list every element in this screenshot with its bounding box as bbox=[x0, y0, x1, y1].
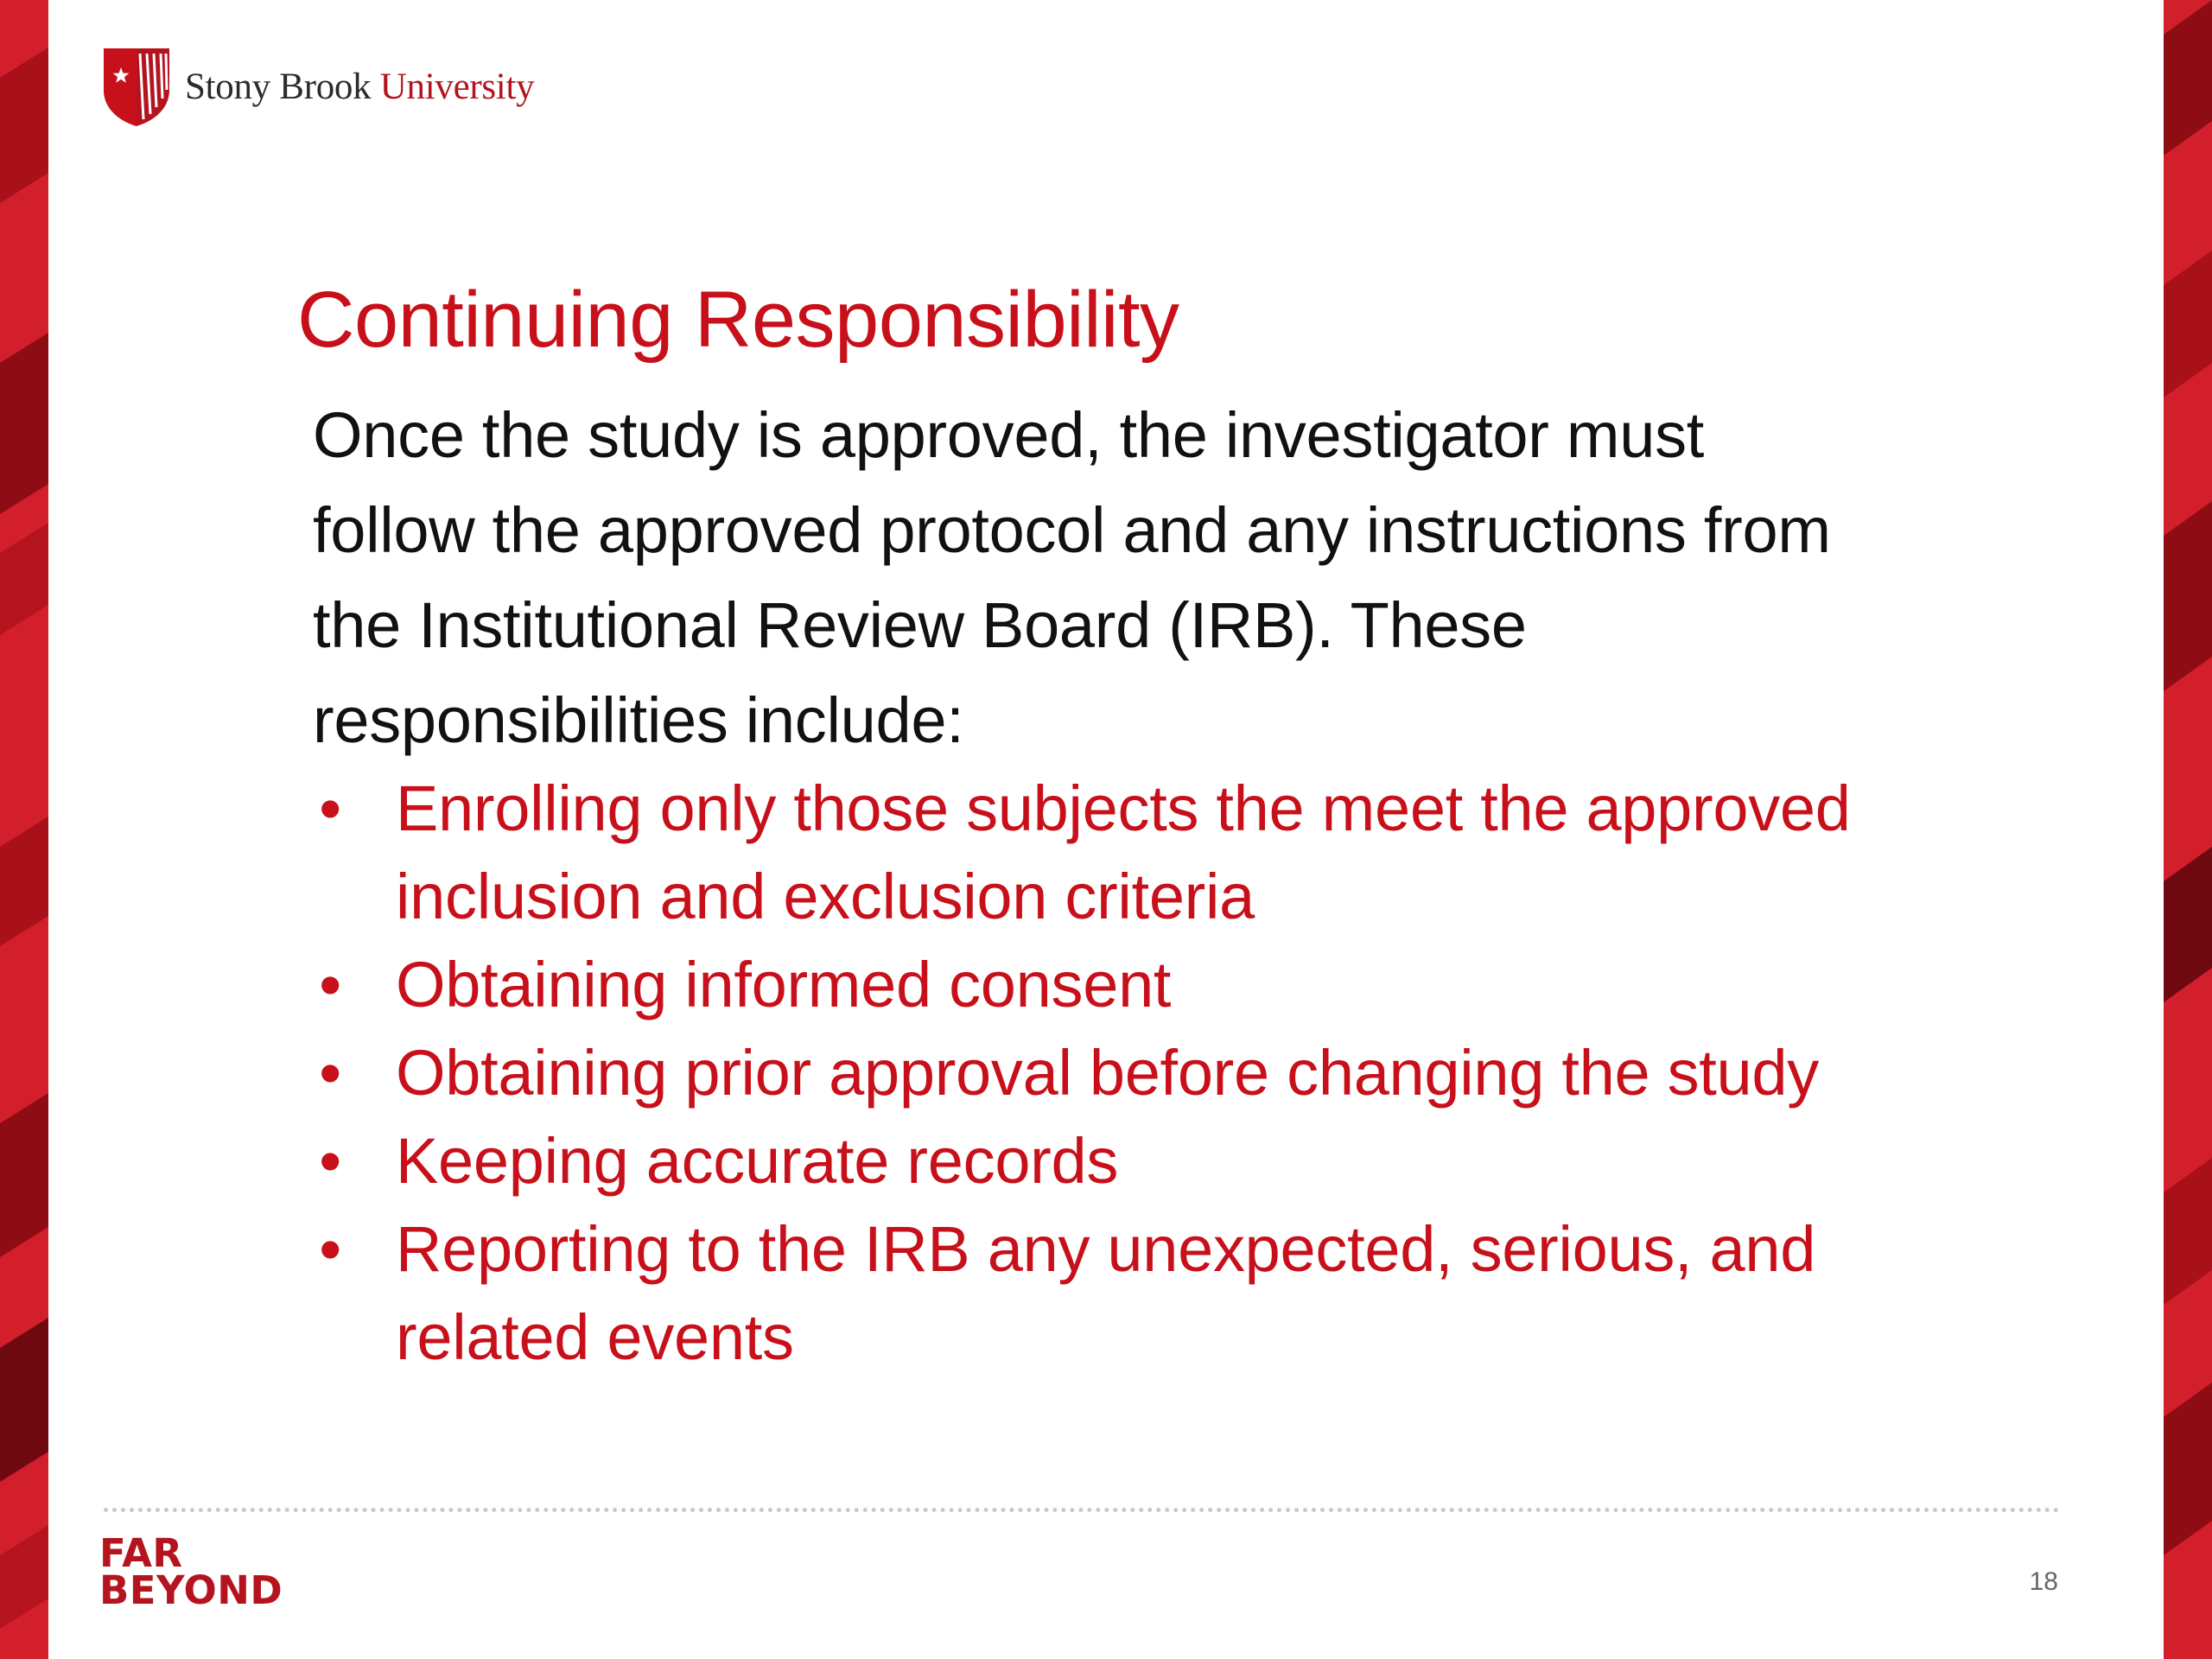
list-item-text: Obtaining prior approval before changing the study bbox=[396, 1037, 1819, 1109]
page-number: 18 bbox=[2029, 1567, 2058, 1596]
list-item bbox=[313, 1205, 1911, 1382]
left-band-stripes bbox=[0, 0, 48, 1659]
list-item bbox=[313, 1117, 1911, 1205]
list-item-text: Enrolling only those subjects the meet the approved inclusion and exclusion criteria bbox=[396, 772, 1851, 932]
slide-title: Continuing Responsibility bbox=[297, 276, 1179, 364]
tagline-line-2: BEYOND bbox=[99, 1567, 283, 1613]
list-item-text: Keeping accurate records bbox=[396, 1125, 1119, 1197]
wordmark-suffix: University bbox=[379, 66, 535, 107]
right-band-stripes bbox=[2164, 0, 2212, 1659]
list-item bbox=[313, 1029, 1911, 1117]
footer-divider bbox=[104, 1508, 2060, 1512]
right-decorative-band bbox=[2164, 0, 2212, 1659]
bullet-marker: • bbox=[319, 1125, 341, 1197]
left-decorative-band bbox=[0, 0, 48, 1659]
tagline-line-1: FAR bbox=[99, 1530, 183, 1576]
intro-paragraph: Once the study is approved, the investigator must follow the approved protocol and any instructions from the Institutional Review Board (IRB). These responsibilities include: bbox=[313, 399, 1831, 756]
bullet-marker: • bbox=[319, 949, 341, 1020]
list-item bbox=[313, 765, 1911, 941]
university-wordmark bbox=[185, 66, 534, 108]
list-item-text: Reporting to the IRB any unexpected, serious, and related events bbox=[396, 1213, 1816, 1373]
list-item-text: Obtaining informed consent bbox=[396, 949, 1172, 1020]
university-logo bbox=[102, 45, 534, 128]
responsibilities-list bbox=[313, 765, 1911, 1382]
shield-icon bbox=[102, 45, 171, 128]
bullet-marker: • bbox=[319, 1037, 341, 1109]
list-item bbox=[313, 941, 1911, 1029]
bullet-marker: • bbox=[319, 1213, 341, 1285]
far-beyond-logo bbox=[99, 1530, 283, 1613]
wordmark-prefix: Stony Brook bbox=[185, 66, 372, 107]
bullet-marker: • bbox=[319, 772, 341, 844]
